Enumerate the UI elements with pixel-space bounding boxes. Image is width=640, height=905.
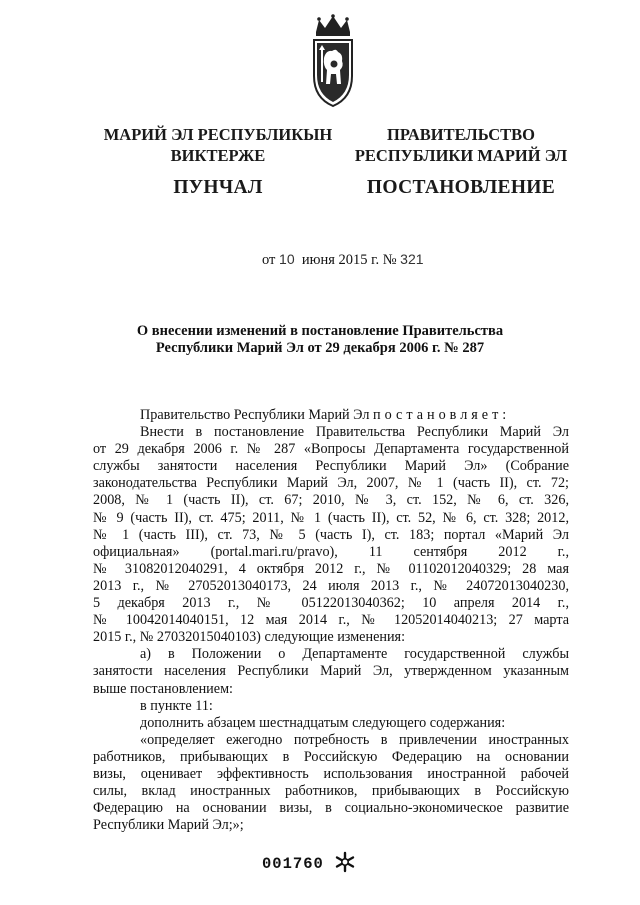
header-left-line1: МАРИЙ ЭЛ РЕСПУБЛИКЫН xyxy=(103,125,333,144)
quote-line: силы, вклад иностранных работников, прибывающих в Российскую xyxy=(93,783,569,800)
main-line: официальная» (portal.mari.ru/pravo), 11 сентября 2012 г., xyxy=(93,543,569,560)
date-line xyxy=(262,251,424,269)
main-line: № 1 (часть III), ст. 73, № 5 (часть I), ст. 183; портал «Марий Эл xyxy=(93,526,569,543)
intro-verb: постановляет: xyxy=(372,407,511,423)
header-right-line2: РЕСПУБЛИКИ МАРИЙ ЭЛ xyxy=(354,146,568,165)
main-line: 2015 г., № 27032015040103) следующие изменения: xyxy=(93,629,406,646)
subpoint-a-line: выше постановлением: xyxy=(93,680,233,697)
date-day: 10 xyxy=(279,251,295,267)
intro-text: Правительство Республики Марий Эл xyxy=(140,407,370,423)
main-line: от 29 декабря 2006 г. № 287 «Вопросы Департамента государственной xyxy=(93,441,569,458)
coat-of-arms-emblem xyxy=(310,14,356,110)
point-reference: в пункте 11: xyxy=(140,697,213,714)
date-month-year: июня 2015 г. № xyxy=(301,252,397,268)
header-right-doc-type: ПОСТАНОВЛЕНИЕ xyxy=(366,177,556,198)
quote-line: работников, прибывающих в Российскую Федерацию на основании xyxy=(93,748,569,765)
header-left-doc-type: ПУНЧАЛ xyxy=(173,177,263,198)
main-line: 2008, № 1 (часть II), ст. 67; 2010, № 3, ст. 152, № 6, ст. 326, xyxy=(93,492,569,509)
supplement-instruction: дополнить абзацем шестнадцатым следующего содержания: xyxy=(140,714,506,731)
subpoint-a-line: занятости населения Республики Марий Эл, утвержденном указанным xyxy=(93,663,569,680)
intro-paragraph xyxy=(93,407,569,424)
header-left xyxy=(98,124,338,198)
ornament-icon xyxy=(331,61,338,68)
quote-line: «определяет ежегодно потребность в привлечении иностранных xyxy=(140,731,569,748)
date-prefix: от xyxy=(262,252,276,268)
quote-line: Федерацию на основании визы, в социально-экономическое развитие xyxy=(93,800,569,817)
header-right-line1: ПРАВИТЕЛЬСТВО xyxy=(387,125,535,144)
serial-number: 001760 xyxy=(262,855,324,873)
title-line1: О внесении изменений в постановление Правительства xyxy=(136,323,504,339)
main-line: службы занятости населения Республики Марий Эл» (Собрание xyxy=(93,458,569,475)
document-body xyxy=(93,407,569,834)
main-line: 2013 г., № 27052013040173, 24 июля 2013 г., № 24072013040230, xyxy=(93,577,569,594)
main-line: законодательства Республики Марий Эл, 2007, № 1 (часть II), ст. 72; xyxy=(93,475,569,492)
main-line: Внести в постановление Правительства Республики Марий Эл xyxy=(140,424,569,441)
main-line: № 9 (часть II), ст. 475; 2011, № 1 (часть II), ст. 52, № 6, ст. 328; 2012, xyxy=(93,509,569,526)
subpoint-a-line: а) в Положении о Департаменте государственной службы xyxy=(140,646,569,663)
document-title xyxy=(110,323,530,357)
quote-line: визы, оценивает эффективность использования иностранной рабочей xyxy=(93,765,569,782)
document-number: 321 xyxy=(400,251,424,267)
header-right xyxy=(346,124,576,198)
header-left-line2: ВИКТЕРЖЕ xyxy=(170,146,266,165)
main-line: № 10042014040151, 12 мая 2014 г., № 12052014040213; 27 марта xyxy=(93,612,569,629)
main-line: 5 декабря 2013 г., № 05122013040362; 10 апреля 2014 г., xyxy=(93,595,569,612)
crown-icon xyxy=(316,14,350,36)
asterisk-icon xyxy=(333,850,357,874)
title-line2: Республики Марий Эл от 29 декабря 2006 г. № 287 xyxy=(155,340,485,356)
quote-line: Республики Марий Эл;»; xyxy=(93,817,244,834)
main-line: № 31082012040291, 4 октября 2012 г., № 01102012040329; 28 мая xyxy=(93,560,569,577)
